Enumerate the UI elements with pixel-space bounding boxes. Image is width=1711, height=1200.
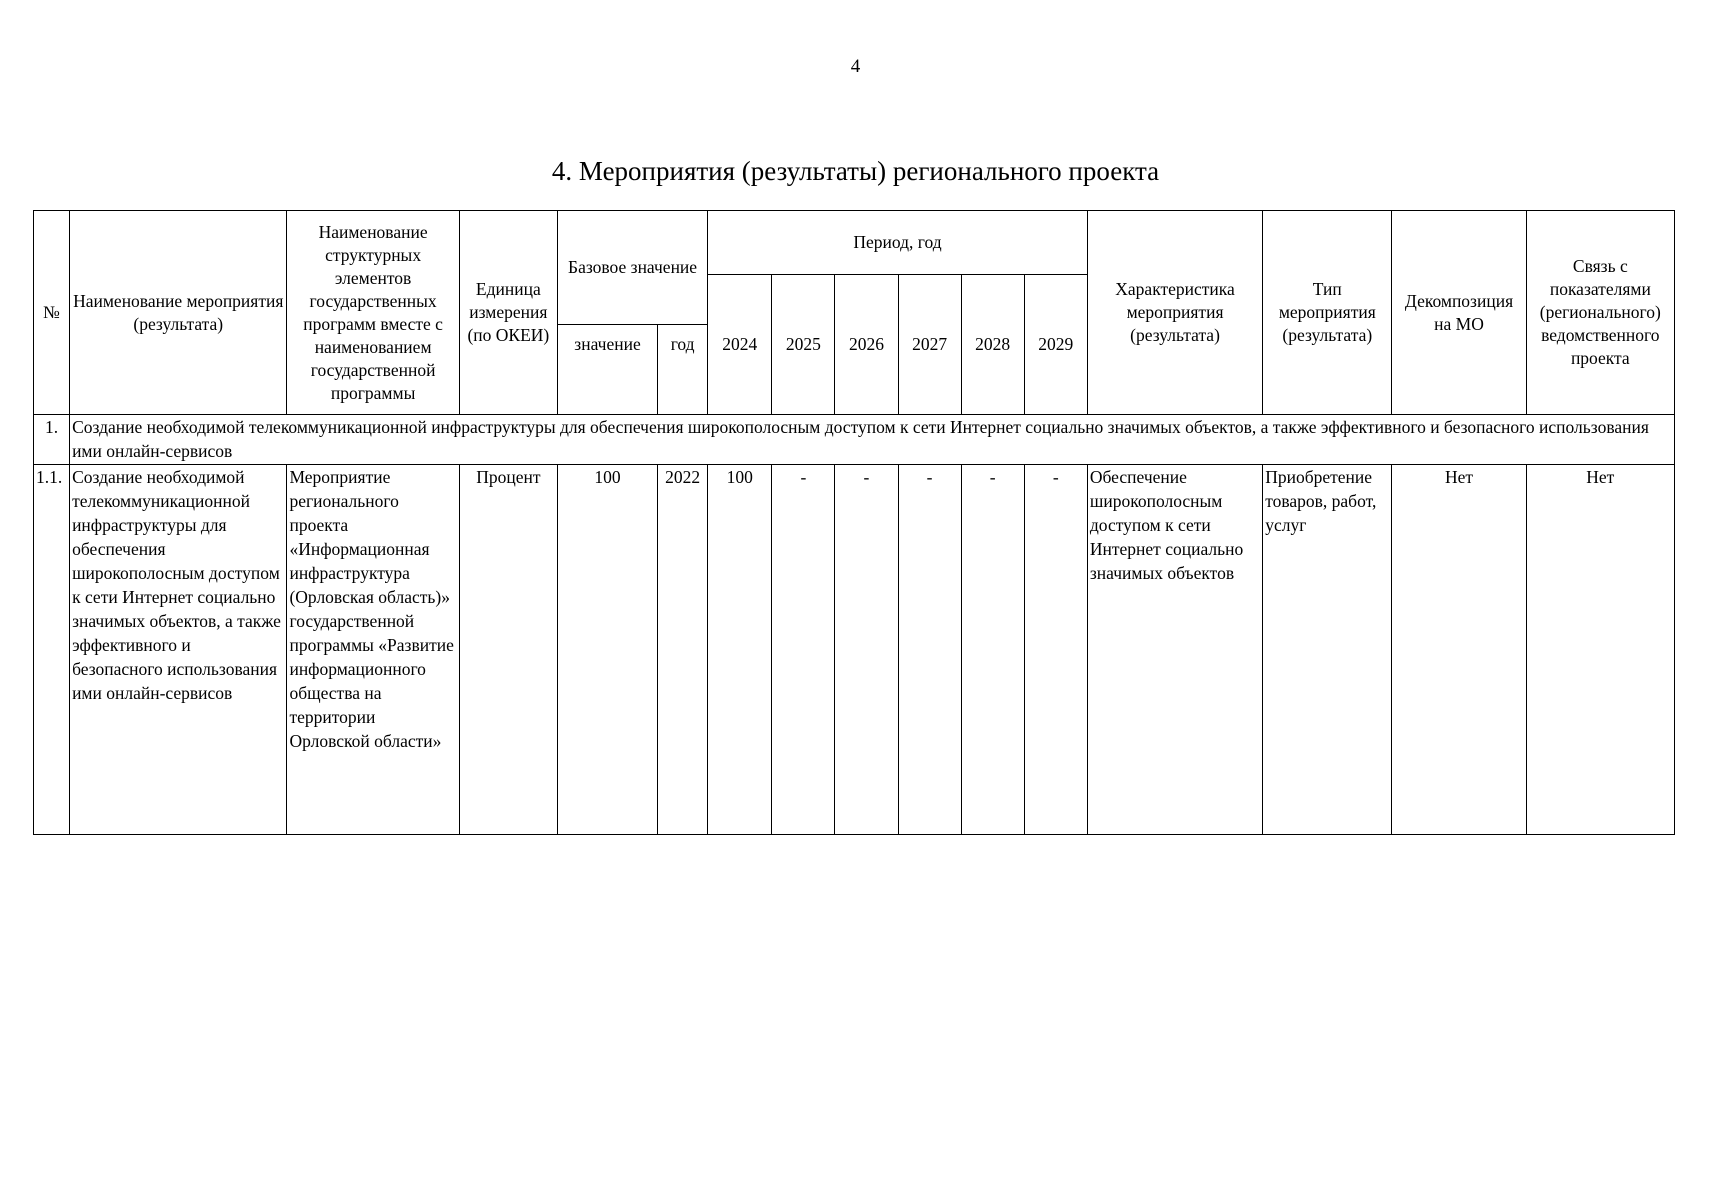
header-unit: Единица измерения (по ОКЕИ) — [459, 211, 557, 415]
section-num: 1. — [34, 415, 70, 465]
row-value-2024: 100 — [708, 465, 772, 835]
row-value-2029: - — [1024, 465, 1087, 835]
section-title: Создание необходимой телекоммуникационной инфраструктуры для обеспечения широкополосным доступом к сети Интернет социально значимых объектов, а также эффективного и безопасного использования ими онлайн-сервисов — [70, 415, 1675, 465]
header-year-2026: 2026 — [835, 275, 898, 415]
row-name: Создание необходимой телекоммуникационной инфраструктуры для обеспечения широкополосным доступом к сети Интернет социально значимых объектов, а также эффективного и безопасного использования ими онлайн-сервисов — [70, 465, 287, 835]
header-num: № — [34, 211, 70, 415]
row-value-2026: - — [835, 465, 898, 835]
header-name: Наименование мероприятия (результата) — [70, 211, 287, 415]
header-link: Связь с показателями (регионального) ведомственного проекта — [1526, 211, 1674, 415]
section-row — [34, 415, 1675, 465]
row-struct: Мероприятие регионального проекта «Информационная инфраструктура (Орловская область)» государственной программы «Развитие информационного общества на территории Орловской области» — [287, 465, 459, 835]
header-year-2029: 2029 — [1024, 275, 1087, 415]
row-value-2028: - — [961, 465, 1024, 835]
header-base: Базовое значение — [557, 211, 707, 325]
header-year-2024: 2024 — [708, 275, 772, 415]
header-year-2025: 2025 — [772, 275, 835, 415]
row-decomposition: Нет — [1392, 465, 1526, 835]
row-unit: Процент — [459, 465, 557, 835]
header-characteristic: Характеристика мероприятия (результата) — [1087, 211, 1262, 415]
row-characteristic: Обеспечение широкополосным доступом к сети Интернет социально значимых объектов — [1087, 465, 1262, 835]
document-title: 4. Мероприятия (результаты) регионального проекта — [551, 156, 1160, 186]
header-struct: Наименование структурных элементов государственных программ вместе с наименованием государственной программы — [287, 211, 459, 415]
row-base-year: 2022 — [658, 465, 708, 835]
table-row — [34, 465, 1675, 835]
header-row-1 — [34, 211, 1675, 275]
page-number: 4 — [850, 56, 861, 77]
row-value-2027: - — [898, 465, 961, 835]
header-year-2027: 2027 — [898, 275, 961, 415]
measures-table — [33, 210, 1675, 835]
row-type: Приобретение товаров, работ, услуг — [1263, 465, 1392, 835]
header-base-year: год — [658, 325, 708, 415]
row-num: 1.1. — [34, 465, 70, 835]
row-link: Нет — [1526, 465, 1674, 835]
row-base-value: 100 — [557, 465, 657, 835]
header-base-value: значение — [557, 325, 657, 415]
header-period: Период, год — [708, 211, 1088, 275]
header-decomposition: Декомпозиция на МО — [1392, 211, 1526, 415]
row-value-2025: - — [772, 465, 835, 835]
header-year-2028: 2028 — [961, 275, 1024, 415]
header-type: Тип мероприятия (результата) — [1263, 211, 1392, 415]
